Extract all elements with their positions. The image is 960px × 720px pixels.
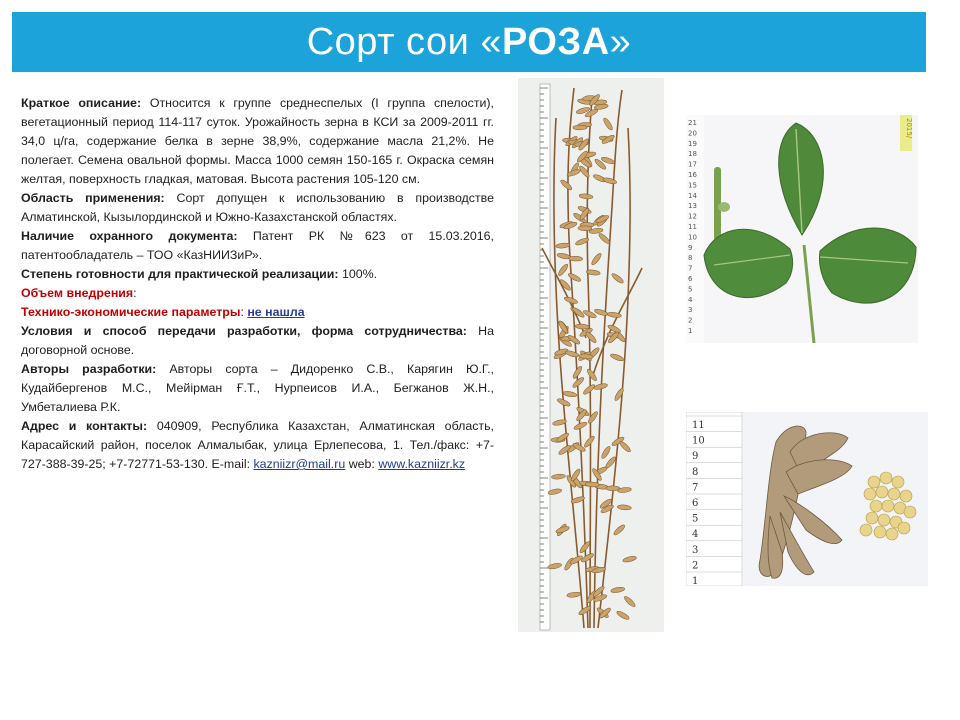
ruler-number: 17 — [688, 160, 697, 169]
ruler-number: 9 — [692, 451, 699, 463]
tech-value-link[interactable]: не нашла — [247, 305, 305, 319]
ruler-number: 2 — [688, 316, 693, 325]
soy-seed — [898, 522, 910, 534]
soy-seed — [888, 488, 900, 500]
tech-economic-params: Технико-экономические параметры: не нашла — [21, 305, 305, 319]
ruler-number: 16 — [688, 171, 697, 179]
soy-pod — [611, 272, 625, 284]
ruler-number: 7 — [688, 264, 693, 273]
soy-pod — [602, 117, 614, 131]
soy-pod — [567, 272, 582, 283]
soy-pod — [567, 591, 582, 598]
soy-pod — [583, 435, 596, 449]
ruler-number: 20 — [688, 129, 697, 138]
implementation-volume: Объем внедрения: — [21, 286, 137, 300]
soy-pod — [610, 353, 625, 363]
ruler-number: 5 — [688, 285, 693, 294]
soy-pod — [610, 586, 625, 593]
soy-seed — [892, 476, 904, 488]
application-area: Область применения: Сорт допущен к использованию в производстве Алматинской, Кызылординской и Южно-Казахстанской областях. — [21, 191, 494, 224]
ruler-number: 1 — [688, 327, 693, 335]
soy-pod — [613, 387, 625, 401]
soy-seed — [880, 472, 892, 484]
ruler-number: 6 — [688, 275, 693, 283]
ruler-number: 19 — [688, 139, 697, 148]
soy-pod — [575, 324, 589, 330]
soy-pod — [556, 242, 570, 248]
ruler-number: 2 — [692, 560, 699, 572]
ruler-number: 7 — [692, 482, 699, 494]
soy-seed — [882, 500, 894, 512]
pods-illustration — [686, 412, 928, 586]
soy-pod — [587, 410, 599, 424]
ruler-number: 3 — [692, 544, 699, 556]
ruler-number: 18 — [688, 150, 697, 159]
ruler-number: 8 — [688, 254, 693, 263]
soy-seed — [876, 486, 888, 498]
soy-seed — [878, 514, 890, 526]
soy-pod — [573, 125, 587, 130]
ruler-number: 4 — [688, 295, 693, 304]
ruler-number: 11 — [692, 420, 705, 431]
web-link[interactable]: www.kazniizr.kz — [378, 457, 466, 471]
soy-pod — [569, 256, 583, 261]
ruler-number: 13 — [688, 202, 697, 211]
soy-seed — [904, 506, 916, 518]
ruler-number: 15 — [688, 181, 697, 190]
email-link[interactable]: kazniizr@mail.ru — [253, 457, 346, 471]
soy-pod — [623, 595, 636, 608]
soy-pod — [563, 390, 578, 397]
title-bar — [12, 12, 926, 72]
pods-seeds-photo — [686, 412, 928, 586]
soy-pod — [622, 555, 637, 563]
authors: Авторы разработки: Авторы сорта – Дидоренко С.В., Карягин Ю.Г., Кудайбергенов М.С., Мейірман Ғ.Т., Нурпеисов И.А., Бегжанов Ж.Н., Умбеталиева Р.К. — [21, 362, 494, 414]
soy-pod — [616, 610, 631, 621]
ruler-number: 10 — [688, 233, 697, 242]
description-block — [21, 94, 494, 474]
ruler-number: 3 — [688, 306, 693, 315]
ruler-number: 14 — [688, 191, 697, 200]
soy-pod — [551, 474, 565, 480]
soy-pod — [586, 368, 598, 382]
ruler-number: 11 — [688, 223, 697, 231]
protection-document: Наличие охранного документа: Патент РК №623 от 15.03.2016, патентообладатель – ТОО «КазНИИЗиР». — [21, 229, 494, 262]
ruler-number: 4 — [692, 529, 699, 541]
soy-seed — [868, 476, 880, 488]
soy-pod — [565, 350, 580, 358]
page-title: Сорт сои «РОЗА» — [306, 20, 632, 63]
ruler-number: 21 — [688, 119, 697, 127]
soy-seed — [886, 528, 898, 540]
soy-pod — [618, 440, 631, 453]
leaf-illustration — [686, 115, 918, 343]
ruler-number: 8 — [692, 466, 699, 478]
ruler-number: 5 — [692, 513, 699, 525]
soy-seed — [870, 500, 882, 512]
photo-date-stamp: 2015/ — [905, 118, 913, 139]
soy-seed — [866, 512, 878, 524]
soy-seed — [864, 488, 876, 500]
readiness: Степень готовности для практической реализации: 100%. — [21, 267, 378, 281]
ruler-number: 6 — [692, 498, 699, 509]
soy-pod — [617, 504, 631, 510]
plant-photo — [518, 78, 664, 632]
soy-pod — [579, 193, 593, 199]
transfer-conditions: Условия и способ передачи разработки, форма сотрудничества: На договорной основе. — [21, 324, 494, 357]
leaf-photo — [686, 115, 918, 343]
soy-pod — [559, 179, 573, 192]
soy-pod — [598, 232, 612, 245]
address-contacts: Адрес и контакты: 040909, Республика Казахстан, Алматинская область, Карасайский район, поселок Алмалыбак, улица Ерлепесова, 1. Тел./факс: +7-727-388-39-25; +7-72771-53-130. E-mail: kazniizr@mail.ru web: www.kazniizr.kz — [21, 419, 495, 471]
soy-pod — [582, 383, 596, 396]
plant-illustration — [518, 78, 664, 632]
soy-pod — [612, 523, 626, 536]
soy-pod — [600, 445, 611, 459]
ruler-number: 12 — [688, 212, 697, 221]
soy-seed — [860, 524, 872, 536]
ruler-number: 9 — [688, 243, 693, 252]
soy-pod — [602, 177, 617, 185]
soy-seed — [874, 526, 886, 538]
short-description: Краткое описание: Относится к группе среднеспелых (I группа спелости), вегетационный период 114-117 суток. Урожайность зерна в КСИ за 2009-2011 гг. 34,0 ц/га, содержание белка в зерне 38,9%, содержание масла 21,2%. Не полегает. Семена овальной формы. Масса 1000 семян 150-165 г. Окраска семян желтая, поверхность гладкая, матовая. Высота растения 105-120 см. — [21, 96, 494, 186]
ruler-number: 10 — [692, 435, 705, 447]
soy-pod — [557, 263, 569, 277]
ruler-number: 1 — [692, 576, 699, 586]
soy-pod — [590, 252, 602, 266]
soy-seed — [900, 490, 912, 502]
